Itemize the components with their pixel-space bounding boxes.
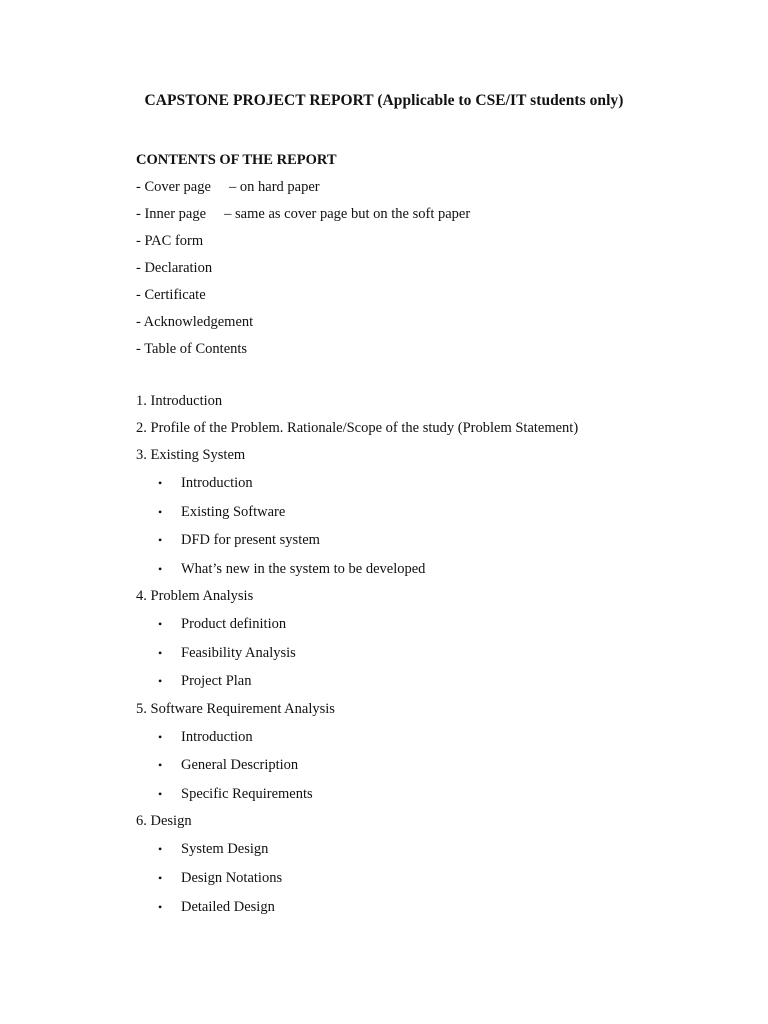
- section-heading: 2. Profile of the Problem. Rationale/Scope of the study (Problem Statement): [136, 420, 579, 436]
- section-heading: 4. Problem Analysis: [136, 588, 254, 604]
- list-item: [158, 503, 285, 521]
- list-item: [158, 898, 275, 916]
- bullet-icon: •: [158, 646, 163, 660]
- section-heading: 5. Software Requirement Analysis: [136, 701, 335, 717]
- bullet-icon: •: [158, 787, 163, 801]
- front-matter-item: - Inner page – same as cover page but on the soft paper: [136, 206, 471, 222]
- list-item-label: Introduction: [181, 475, 253, 491]
- list-item: [158, 644, 296, 662]
- front-matter-item: - PAC form: [136, 233, 204, 249]
- list-item: [158, 785, 313, 803]
- bullet-icon: •: [158, 730, 163, 744]
- front-matter-item: - Cover page – on hard paper: [136, 179, 320, 195]
- list-item-label: Detailed Design: [181, 899, 275, 915]
- report-title: CAPSTONE PROJECT REPORT (Applicable to CSE/IT students only): [144, 92, 624, 109]
- list-item-label: Product definition: [181, 616, 287, 632]
- list-item: [158, 531, 320, 549]
- list-item-label: Existing Software: [181, 504, 286, 520]
- bullet-icon: •: [158, 505, 163, 519]
- list-item-label: Design Notations: [181, 870, 283, 886]
- list-item: [158, 840, 268, 858]
- bullet-icon: •: [158, 900, 163, 914]
- list-item-label: Feasibility Analysis: [181, 645, 296, 661]
- front-matter-item: - Acknowledgement: [136, 314, 254, 330]
- list-item-label: General Description: [181, 757, 299, 773]
- bullet-icon: •: [158, 674, 163, 688]
- list-item-label: Specific Requirements: [181, 786, 313, 802]
- list-item: [158, 560, 425, 578]
- section-heading: 3. Existing System: [136, 447, 246, 463]
- list-item-label: What’s new in the system to be developed: [181, 561, 426, 577]
- bullet-icon: •: [158, 871, 163, 885]
- list-item-label: System Design: [181, 841, 269, 857]
- bullet-icon: •: [158, 842, 163, 856]
- list-item: [158, 728, 253, 746]
- contents-heading: CONTENTS OF THE REPORT: [136, 152, 337, 168]
- list-item: [158, 474, 253, 492]
- list-item: [158, 672, 251, 690]
- section-heading: 6. Design: [136, 813, 192, 829]
- bullet-icon: •: [158, 617, 163, 631]
- list-item-label: DFD for present system: [181, 532, 320, 548]
- list-item-label: Introduction: [181, 729, 253, 745]
- bullet-icon: •: [158, 562, 163, 576]
- front-matter-item: - Certificate: [136, 287, 206, 303]
- section-heading: 1. Introduction: [136, 393, 223, 409]
- front-matter-item: - Table of Contents: [136, 341, 248, 357]
- bullet-icon: •: [158, 758, 163, 772]
- list-item-label: Project Plan: [181, 673, 252, 689]
- list-item: [158, 869, 282, 887]
- list-item: [158, 615, 286, 633]
- list-item: [158, 756, 298, 774]
- front-matter-item: - Declaration: [136, 260, 213, 276]
- bullet-icon: •: [158, 533, 163, 547]
- bullet-icon: •: [158, 476, 163, 490]
